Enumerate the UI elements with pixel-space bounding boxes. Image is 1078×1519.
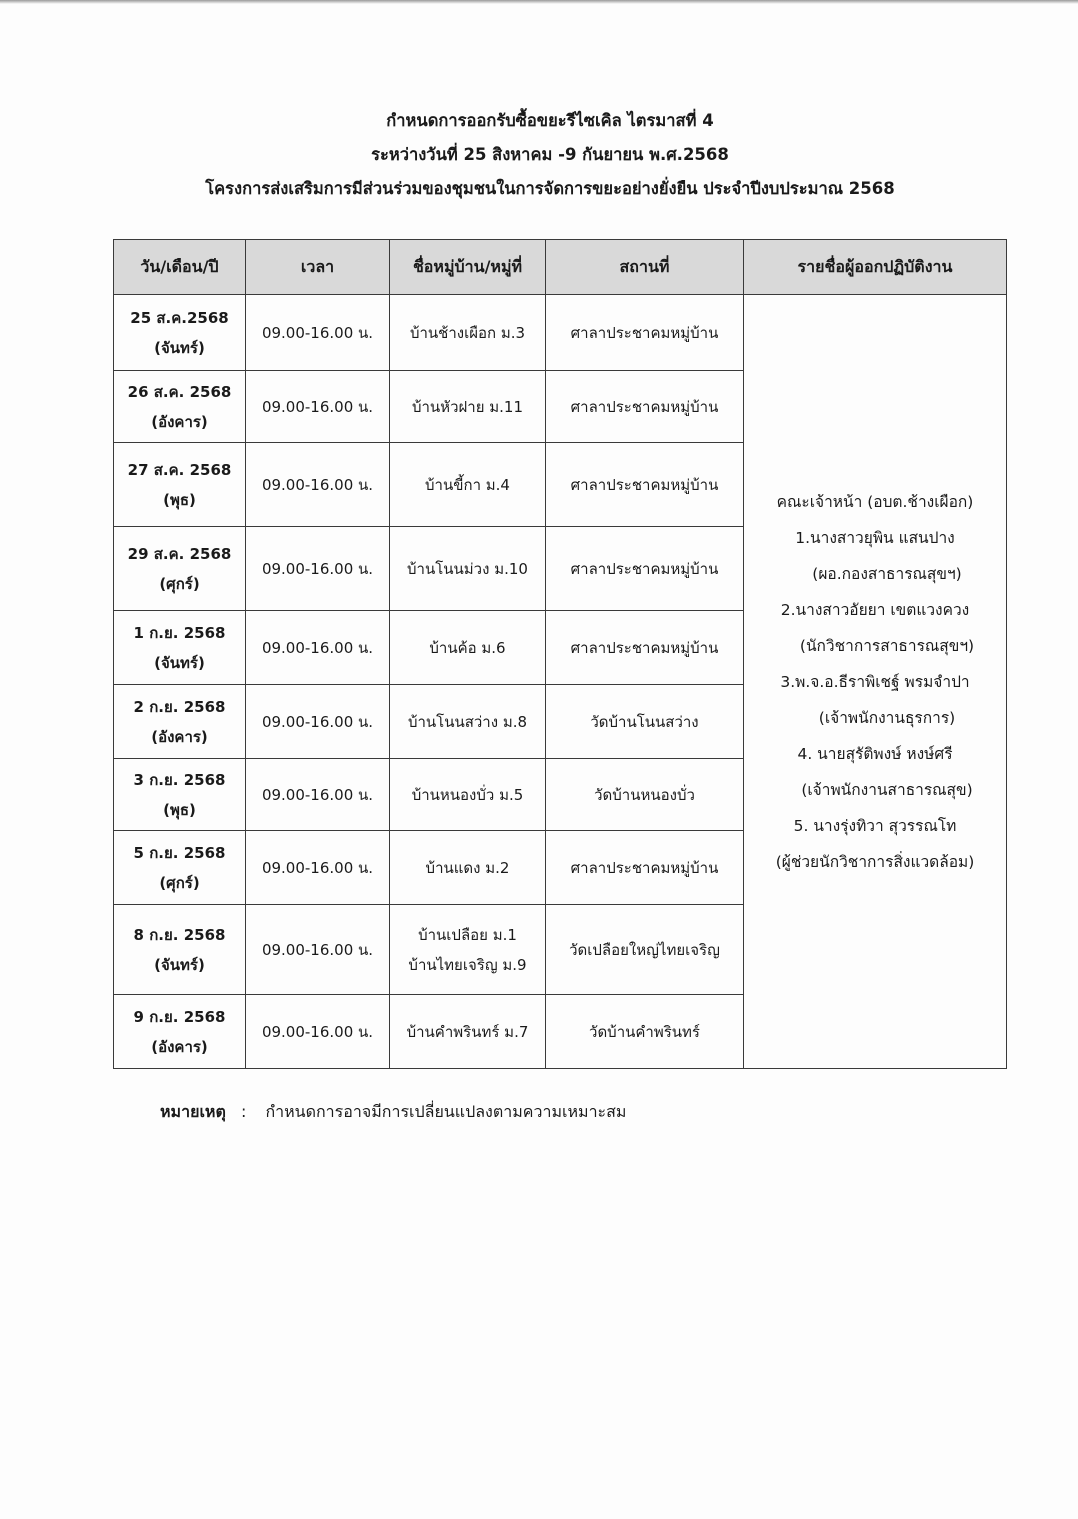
day-text: (อังคาร) [151,1037,208,1056]
day-text: (จันทร์) [154,338,205,357]
date-cell [114,611,246,685]
place-cell: วัดบ้านหนองบั่ว [546,759,744,831]
staff-member-name: 4. นายสุรัติพงษ์ หงษ์ศรี [797,744,953,763]
day-text: (ศุกร์) [159,873,200,892]
date-text: 25 ส.ค.2568 [130,308,229,327]
date-cell [114,443,246,527]
date-cell [114,831,246,905]
table-row [114,295,1007,371]
place-cell: วัดบ้านโนนสว่าง [546,685,744,759]
village-text: บ้านหนองบั่ว ม.5 [411,785,524,804]
staff-member-name: 3.พ.จ.อ.ธีราพิเชฐ์ พรมจำปา [780,672,970,691]
day-text: (พุธ) [163,490,196,509]
village-text: บ้านช้างเผือก ม.3 [409,323,526,342]
village-text: บ้านโนนสว่าง ม.8 [407,712,528,731]
place-cell: ศาลาประชาคมหมู่บ้าน [546,831,744,905]
staff-member-position: (ผู้ช่วยนักวิชาการสิ่งแวดล้อม) [775,852,975,871]
staff-member-name: 2.นางสาวอัยยา เขตแวงควง [780,600,970,619]
date-cell [114,995,246,1069]
time-cell: 09.00-16.00 น. [246,443,390,527]
date-text: 3 ก.ย. 2568 [133,770,226,789]
date-text: 27 ส.ค. 2568 [127,460,232,479]
time-cell: 09.00-16.00 น. [246,527,390,611]
footnote-label: หมายเหตุ [160,1102,226,1121]
date-cell [114,527,246,611]
village-cell [390,527,546,611]
staff-member-position: (เจ้าพนักงานสาธารณสุข) [801,780,973,799]
village-text: บ้านไทยเจริญ ม.9 [408,955,527,974]
day-text: (พุธ) [163,800,196,819]
date-text: 29 ส.ค. 2568 [127,544,232,563]
village-text: บ้านโนนม่วง ม.10 [407,559,528,578]
date-text: 9 ก.ย. 2568 [133,1007,226,1026]
day-text: (อังคาร) [151,412,208,431]
col-header-time: เวลา [246,240,390,295]
table-header-row [114,240,1007,295]
date-text: 5 ก.ย. 2568 [133,843,226,862]
village-cell [390,685,546,759]
staff-member-name: 5. นางรุ่งทิวา สุวรรณโท [793,816,957,835]
village-text: บ้านค้อ ม.6 [429,638,506,657]
village-text: บ้านหัวฝาย ม.11 [411,397,524,416]
staff-team-heading: คณะเจ้าหน้า (อบต.ช้างเผือก) [776,492,974,511]
village-cell [390,759,546,831]
header-date-range: ระหว่างวันที่ 25 สิงหาคม -9 กันยายน พ.ศ.2568 [371,145,729,164]
day-text: (อังคาร) [151,727,208,746]
col-header-date: วัน/เดือน/ปี [114,240,246,295]
time-cell: 09.00-16.00 น. [246,759,390,831]
date-text: 26 ส.ค. 2568 [127,382,232,401]
staff-member-position: (เจ้าพนักงานธุรการ) [818,708,956,727]
time-cell: 09.00-16.00 น. [246,295,390,371]
village-cell [390,831,546,905]
date-cell [114,905,246,995]
place-cell: ศาลาประชาคมหมู่บ้าน [546,611,744,685]
place-cell: ศาลาประชาคมหมู่บ้าน [546,443,744,527]
footnote [160,1100,626,1125]
place-cell: ศาลาประชาคมหมู่บ้าน [546,527,744,611]
place-cell: วัดเปลือยใหญ่ไทยเจริญ [546,905,744,995]
col-header-village: ชื่อหมู่บ้าน/หมู่ที่ [390,240,546,295]
footnote-text: กำหนดการอาจมีการเปลี่ยนแปลงตามความเหมาะสม [265,1102,627,1121]
time-cell: 09.00-16.00 น. [246,371,390,443]
document-header [120,104,980,206]
village-cell [390,295,546,371]
village-cell [390,443,546,527]
footnote-separator: : [240,1102,247,1121]
date-text: 1 ก.ย. 2568 [133,623,226,642]
col-header-place: สถานที่ [546,240,744,295]
day-text: (จันทร์) [154,955,205,974]
village-text: บ้านขี้กา ม.4 [425,475,510,494]
date-cell [114,759,246,831]
time-cell: 09.00-16.00 น. [246,611,390,685]
staff-member-position: (ผอ.กองสาธารณสุขฯ) [812,564,962,583]
date-cell [114,371,246,443]
date-cell [114,685,246,759]
day-text: (ศุกร์) [159,574,200,593]
time-cell: 09.00-16.00 น. [246,685,390,759]
staff-cell [744,295,1007,1069]
col-header-staff: รายชื่อผู้ออกปฏิบัติงาน [744,240,1007,295]
village-cell [390,905,546,995]
time-cell: 09.00-16.00 น. [246,831,390,905]
village-cell [390,371,546,443]
place-cell: วัดบ้านคำพรินทร์ [546,995,744,1069]
header-title: กำหนดการออกรับซื้อขยะรีไซเคิล ไตรมาสที่ 4 [386,111,714,130]
schedule-table [113,239,1007,1069]
scan-edge [0,0,1078,4]
village-text: บ้านเปลือย ม.1 [418,925,517,944]
header-project: โครงการส่งเสริมการมีส่วนร่วมของชุมชนในการจัดการขยะอย่างยั่งยืน ประจำปีงบประมาณ 2568 [205,179,895,198]
village-cell [390,611,546,685]
village-cell [390,995,546,1069]
time-cell: 09.00-16.00 น. [246,905,390,995]
date-text: 2 ก.ย. 2568 [133,697,226,716]
time-cell: 09.00-16.00 น. [246,995,390,1069]
date-text: 8 ก.ย. 2568 [133,925,226,944]
village-text: บ้านแดง ม.2 [425,858,510,877]
date-cell [114,295,246,371]
staff-member-name: 1.นางสาวยุพิน แสนปาง [795,528,955,547]
place-cell: ศาลาประชาคมหมู่บ้าน [546,295,744,371]
village-text: บ้านคำพรินทร์ ม.7 [406,1022,529,1041]
day-text: (จันทร์) [154,653,205,672]
staff-member-position: (นักวิชาการสาธารณสุขฯ) [799,636,975,655]
place-cell: ศาลาประชาคมหมู่บ้าน [546,371,744,443]
